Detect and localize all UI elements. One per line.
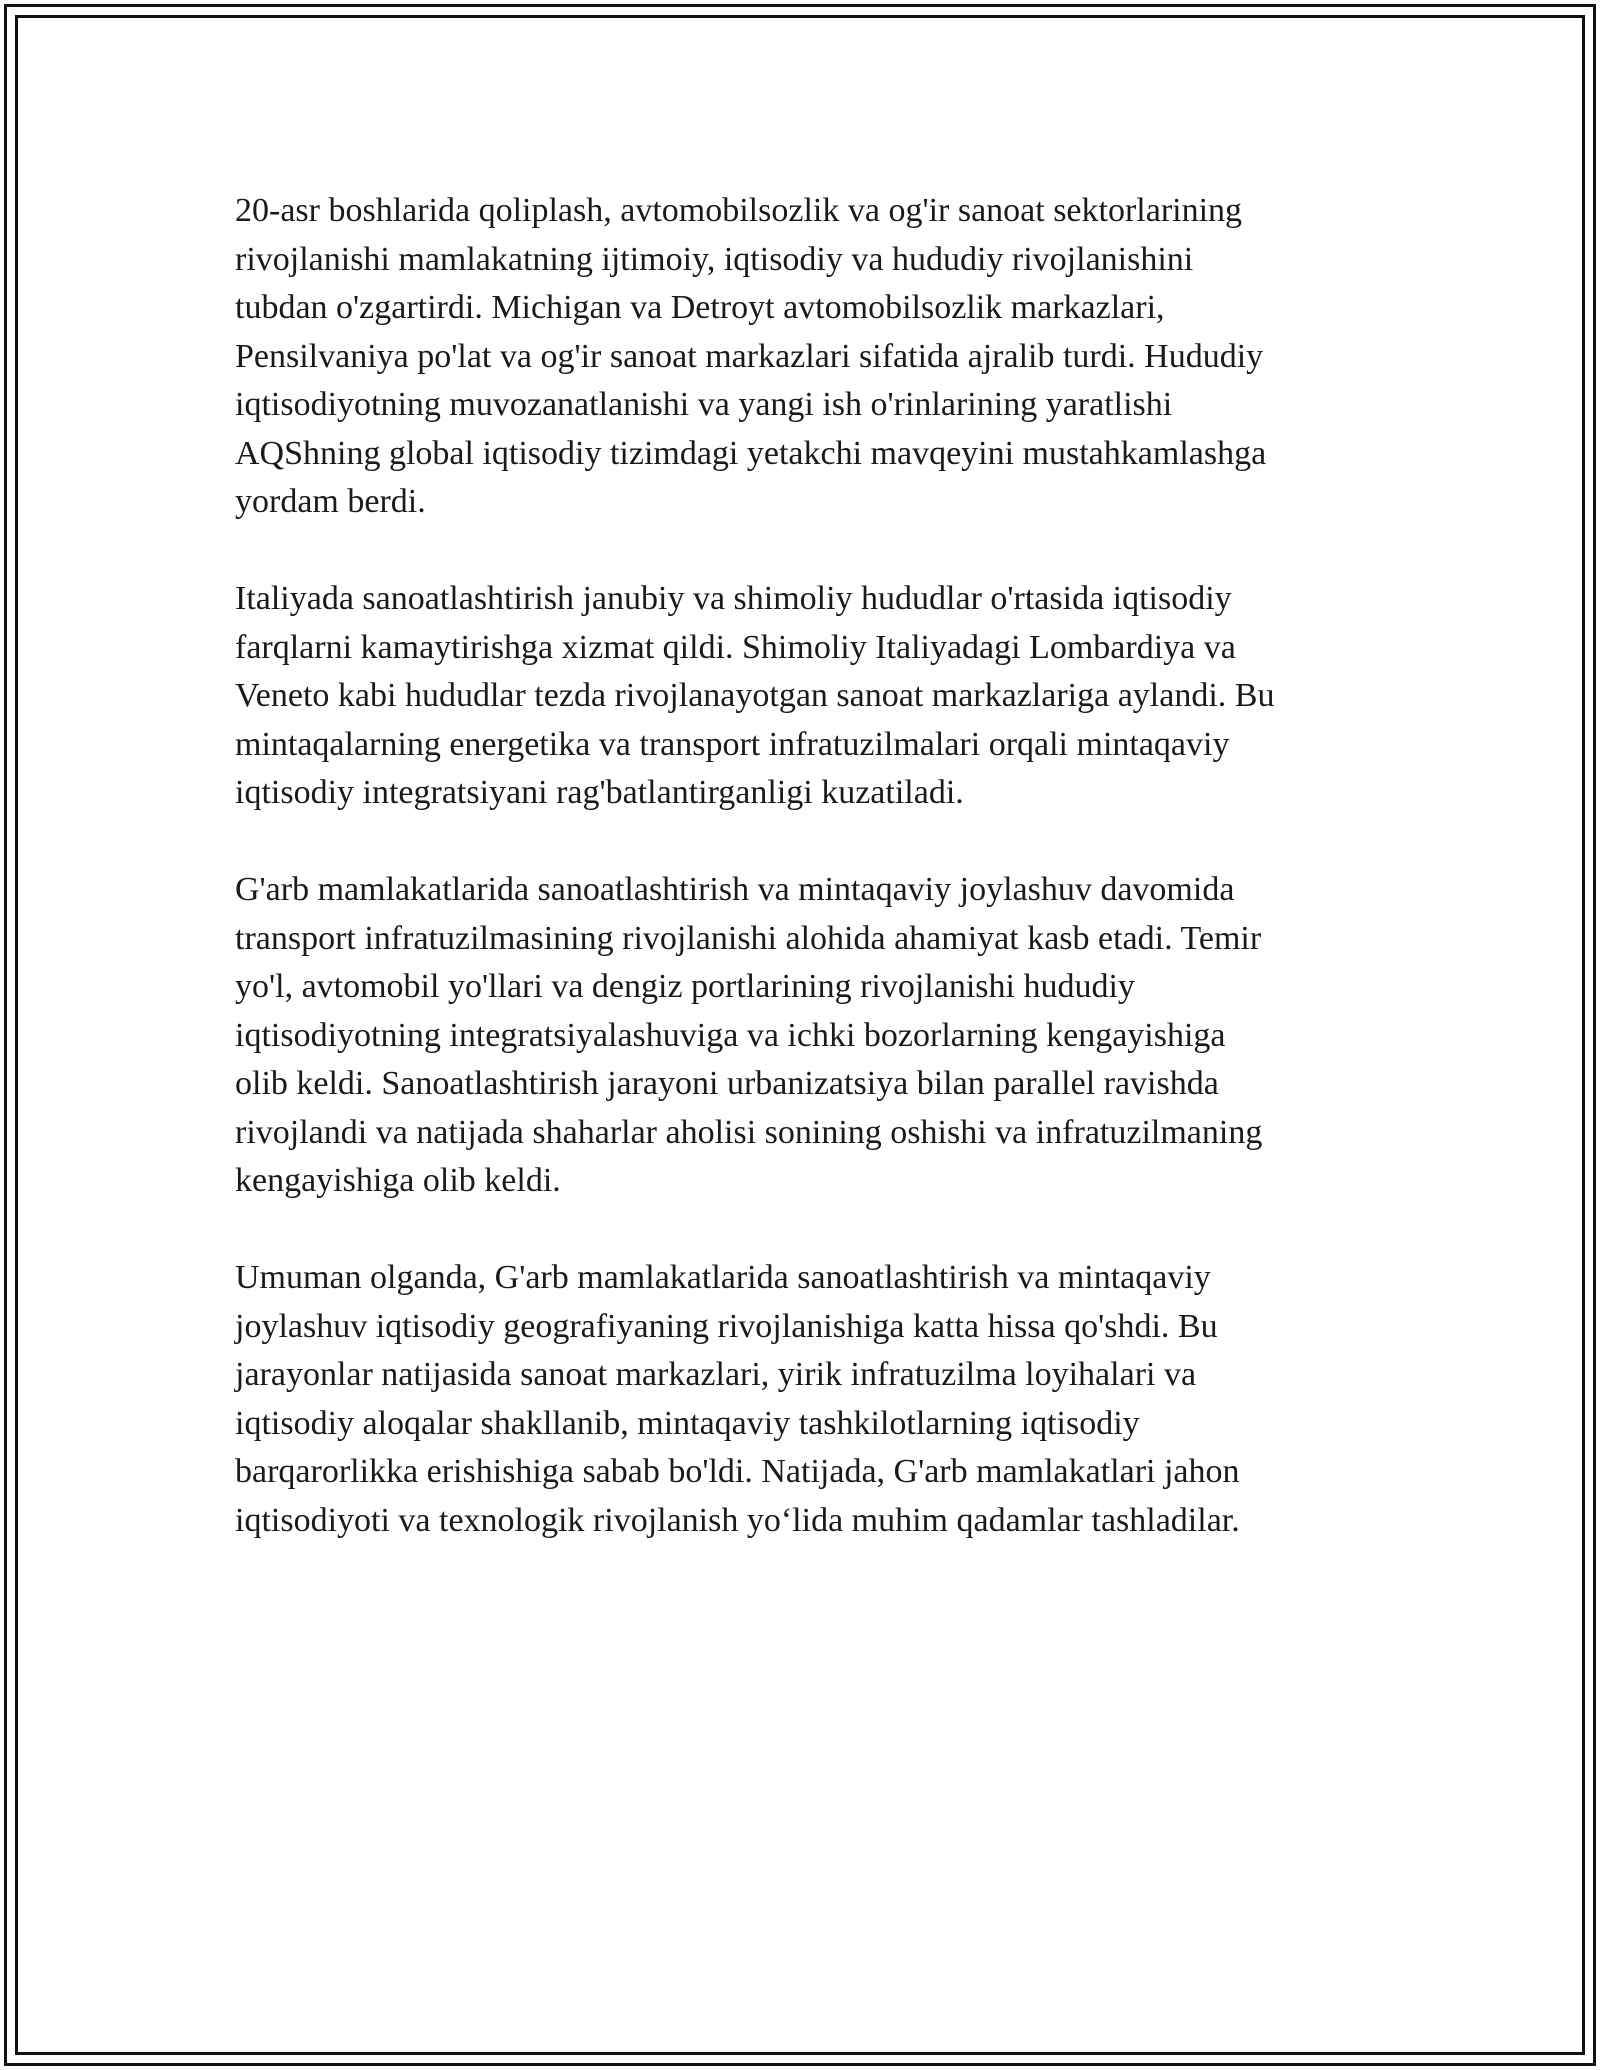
text-line: rivojlanishi mamlakatning ijtimoiy, iqtisodiy va hududiy rivojlanishini [235, 240, 1194, 278]
text-line: farqlarni kamaytirishga xizmat qildi. Shimoliy Italiyadagi Lombardiya va [235, 628, 1236, 666]
text-line: kengayishiga olib keldi. [235, 1162, 561, 1199]
text-line: iqtisodiyotning integratsiyalashuviga va ichki bozorlarning kengayishiga [235, 1016, 1226, 1054]
text-line: iqtisodiyoti va texnologik rivojlanish yo‘lida muhim qadamlar tashladilar. [235, 1501, 1240, 1539]
document-body [235, 187, 1370, 1594]
paragraph-2 [235, 575, 1370, 818]
text-line: G'arb mamlakatlarida sanoatlashtirish va mintaqaviy joylashuv davomida [235, 871, 1235, 908]
text-line: rivojlandi va natijada shaharlar aholisi sonining oshishi va infratuzilmaning [235, 1113, 1263, 1151]
text-line: iqtisodiy aloqalar shakllanib, mintaqaviy tashkilotlarning iqtisodiy [235, 1404, 1140, 1442]
paragraph-1 [235, 187, 1370, 527]
text-line: jarayonlar natijasida sanoat markazlari, yirik infratuzilma loyihalari va [235, 1356, 1197, 1393]
text-line: yordam berdi. [235, 483, 426, 520]
text-line: mintaqalarning energetika va transport infratuzilmalari orqali mintaqaviy [235, 725, 1230, 763]
text-line: joylashuv iqtisodiy geografiyaning rivojlanishiga katta hissa qo'shdi. Bu [235, 1307, 1218, 1345]
paragraph-3 [235, 866, 1370, 1206]
text-line: barqarorlikka erishishiga sabab bo'ldi. Natijada, G'arb mamlakatlari jahon [235, 1453, 1240, 1490]
text-line: iqtisodiy integratsiyani rag'batlantirganligi kuzatiladi. [235, 774, 964, 811]
text-line: 20-asr boshlarida qoliplash, avtomobilsozlik va og'ir sanoat sektorlarining [235, 192, 1243, 229]
text-line: Pensilvaniya po'lat va og'ir sanoat markazlari sifatida ajralib turdi. Hududiy [235, 337, 1264, 375]
text-line: yo'l, avtomobil yo'llari va dengiz portlarining rivojlanishi hududiy [235, 968, 1135, 1005]
text-line: Veneto kabi hududlar tezda rivojlanayotgan sanoat markazlariga aylandi. Bu [235, 677, 1275, 714]
text-line: transport infratuzilmasining rivojlanishi alohida ahamiyat kasb etadi. Temir [235, 919, 1262, 957]
text-line: Italiyada sanoatlashtirish janubiy va shimoliy hududlar o'rtasida iqtisodiy [235, 580, 1232, 617]
text-line: Umuman olganda, G'arb mamlakatlarida sanoatlashtirish va mintaqaviy [235, 1259, 1211, 1296]
paragraph-4 [235, 1254, 1370, 1545]
text-line: olib keldi. Sanoatlashtirish jarayoni urbanizatsiya bilan parallel ravishda [235, 1065, 1219, 1102]
text-line: iqtisodiyotning muvozanatlanishi va yangi ish o'rinlarining yaratlishi [235, 386, 1173, 423]
text-line: AQShning global iqtisodiy tizimdagi yetakchi mavqeyini mustahkamlashga [235, 434, 1267, 472]
text-line: tubdan o'zgartirdi. Michigan va Detroyt avtomobilsozlik markazlari, [235, 289, 1165, 326]
